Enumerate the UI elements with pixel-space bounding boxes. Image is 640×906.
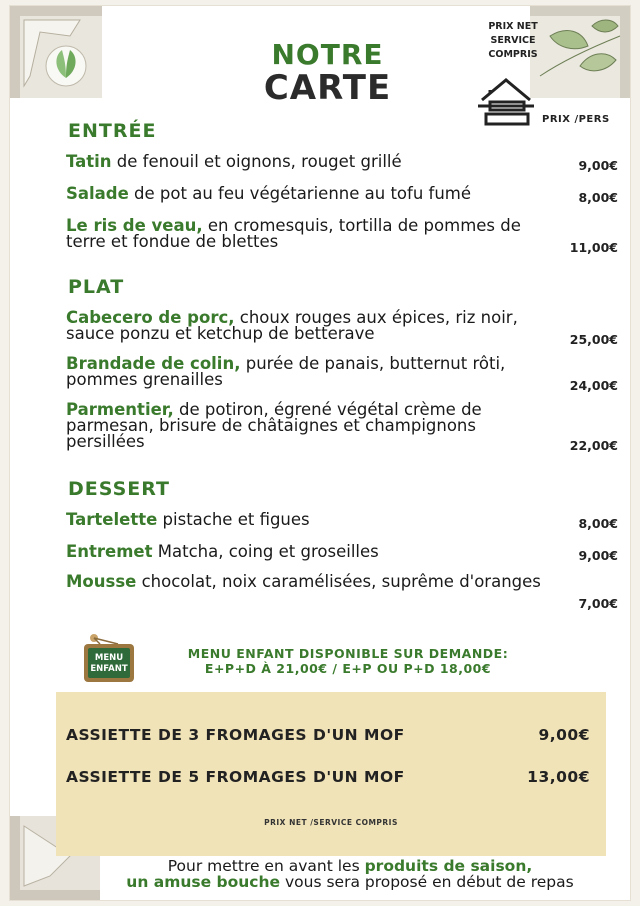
menu-item [66, 216, 626, 255]
item-name: Cabecero de porc, [66, 308, 235, 327]
item-name: Parmentier, [66, 400, 174, 419]
item-price: 8,00€ [578, 516, 618, 531]
menu-item [66, 152, 626, 173]
badge-line-2: ENFANT [90, 664, 128, 674]
title-line-2: CARTE [263, 68, 392, 108]
prix-net-line-1: PRIX NET [488, 21, 538, 32]
item-name: Brandade de colin, [66, 354, 241, 373]
cheese-label: ASSIETTE DE 3 FROMAGES D'UN MOF [66, 726, 405, 744]
item-price: 9,00€ [578, 158, 618, 173]
section-title-dessert: DESSERT [68, 478, 170, 500]
footer-pre: Pour mettre en avant les [167, 857, 365, 875]
menu-item [66, 510, 626, 531]
house-logo-icon [476, 76, 536, 126]
footer-highlight-2: un amuse bouche [126, 873, 281, 891]
item-description: de potiron, égrené végétal crème de parmesan, brisure de châtaignes et champignons persillées [66, 400, 482, 451]
menu-item [66, 354, 626, 393]
item-price: 11,00€ [569, 240, 618, 255]
item-price: 7,00€ [578, 596, 618, 611]
title-line-1: NOTRE [271, 38, 384, 71]
cheese-box [56, 692, 606, 856]
footer-highlight-1: produits de saison, [364, 857, 533, 875]
section-title-plat: PLAT [68, 276, 125, 298]
section-title-entree: ENTRÉE [68, 120, 157, 142]
item-price: 22,00€ [569, 438, 618, 453]
prix-pers-label: PRIX /PERS [542, 114, 610, 125]
item-name: Entremet [66, 542, 153, 561]
cheese-price: 9,00€ [538, 726, 590, 744]
item-description: de pot au feu végétarienne au tofu fumé [128, 184, 472, 203]
item-description: pistache et figues [157, 510, 310, 529]
menu-enfant-line-2: E+P+D À 21,00€ / E+P OU P+D 18,00€ [204, 661, 492, 676]
menu-page [10, 6, 630, 900]
cheese-row-3 [66, 726, 596, 744]
item-price: 25,00€ [569, 332, 618, 347]
menu-item [66, 308, 626, 347]
item-price: 9,00€ [578, 548, 618, 563]
cheese-label: ASSIETTE DE 5 FROMAGES D'UN MOF [66, 768, 405, 786]
page-title [240, 40, 415, 106]
footer-post: vous sera proposé en début de repas [280, 873, 574, 891]
prix-net-line-3: COMPRIS [488, 49, 538, 60]
item-description: en cromesquis, tortilla de pommes de terre et fondue de blettes [66, 216, 521, 251]
item-description: de fenouil et oignons, rouget grillé [111, 152, 402, 171]
cheese-row-5 [66, 768, 596, 786]
item-price: 8,00€ [578, 190, 618, 205]
cheese-price: 13,00€ [527, 768, 590, 786]
item-name: Salade [66, 184, 129, 203]
cheese-price-note: PRIX NET /SERVICE COMPRIS [264, 818, 398, 827]
leaf-emblem-icon [10, 6, 102, 98]
menu-item [66, 542, 626, 563]
menu-enfant-line-1: MENU ENFANT DISPONIBLE SUR DEMANDE: [187, 646, 509, 661]
menu-item [66, 572, 626, 611]
item-name: Tartelette [66, 510, 158, 529]
item-description: chocolat, noix caramélisées, suprême d'oranges [136, 572, 541, 591]
item-name: Mousse [66, 572, 137, 591]
menu-item [66, 400, 626, 453]
menu-enfant-info [158, 646, 538, 676]
item-price: 24,00€ [569, 378, 618, 393]
badge-line-1: MENU [94, 653, 124, 663]
menu-enfant-badge-icon [82, 632, 136, 686]
item-name: Tatin [66, 152, 112, 171]
item-name: Le ris de veau, [66, 216, 203, 235]
item-description: Matcha, coing et groseilles [152, 542, 379, 561]
prix-net-line-2: SERVICE [490, 35, 536, 46]
menu-item [66, 184, 626, 205]
item-description: purée de panais, butternut rôti, pommes grenailles [66, 354, 506, 389]
footer-note [100, 858, 600, 890]
item-description: choux rouges aux épices, riz noir, sauce ponzu et ketchup de betterave [66, 308, 518, 343]
prix-net-label [476, 20, 550, 62]
